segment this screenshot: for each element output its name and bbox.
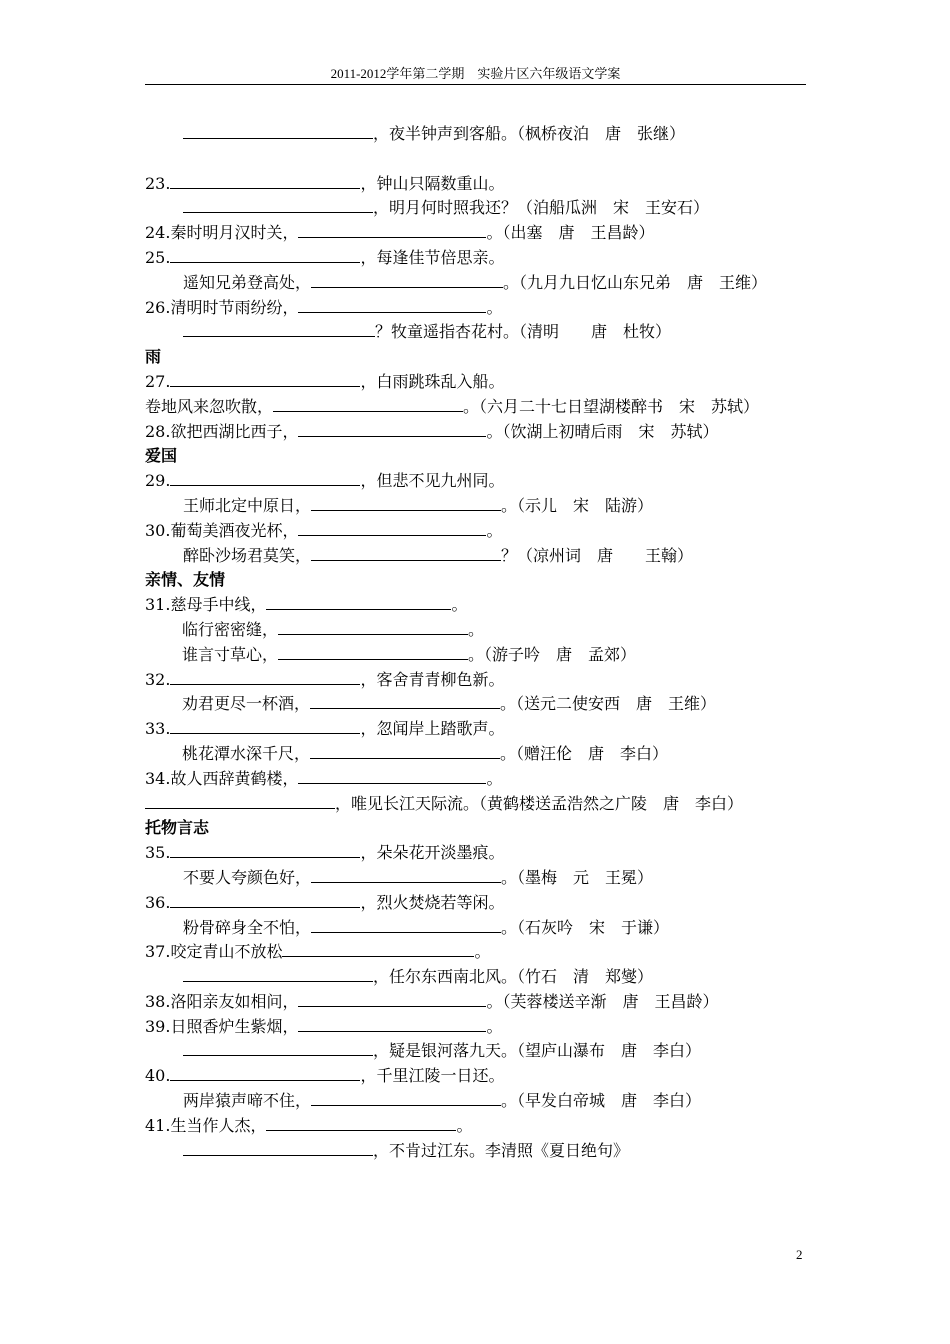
fill-blank[interactable] [298, 1017, 486, 1032]
line-text: 。（九月九日忆山东兄弟 唐 王维） [503, 272, 768, 292]
line-text: 。 [474, 942, 491, 962]
fill-blank[interactable] [170, 372, 360, 387]
line-text: 遥知兄弟登高处， [183, 272, 312, 292]
question-41 [145, 1114, 807, 1139]
line-text: 不要人夸颜色好， [183, 867, 312, 887]
poem-line [145, 643, 807, 668]
line-text: 。 [456, 1115, 473, 1135]
line-text: 26.清明时节雨纷纷， [145, 297, 299, 317]
question-number: 25. [145, 247, 171, 267]
poem-line [145, 692, 807, 717]
line-text: ，疑是银河落九天。（望庐山瀑布 唐 李白） [373, 1041, 702, 1061]
fill-blank[interactable] [170, 843, 360, 858]
line-text: 。 [451, 595, 468, 615]
line-text: ，朵朵花开淡墨痕。 [360, 843, 505, 863]
question-30 [145, 519, 807, 544]
question-35 [145, 841, 807, 866]
poem-line [145, 1139, 807, 1164]
line-text: 24.秦时明月汉时关， [145, 223, 299, 243]
poem-line [145, 271, 807, 296]
question-28 [145, 420, 807, 445]
line-text: 临行密密缝， [182, 619, 279, 639]
line-text: 王师北定中原日， [183, 495, 312, 515]
fill-blank[interactable] [311, 546, 501, 561]
fill-blank[interactable] [183, 1141, 373, 1156]
fill-blank[interactable] [282, 942, 474, 957]
fill-blank[interactable] [298, 521, 486, 536]
line-text: 。 [486, 768, 503, 788]
fill-blank[interactable] [310, 694, 500, 709]
fill-blank[interactable] [298, 769, 486, 784]
line-text: ，忽闻岸上踏歌声。 [360, 719, 505, 739]
fill-blank[interactable] [311, 496, 501, 511]
question-number: 40. [145, 1066, 171, 1086]
fill-blank[interactable] [311, 273, 503, 288]
section-heading-patriotism: 爱国 [145, 446, 178, 466]
fill-blank[interactable] [170, 719, 360, 734]
line-text: ，唯见长江天际流。（黄鹤楼送孟浩然之广陵 唐 李白） [335, 793, 744, 813]
line-text: 。（石灰吟 宋 于谦） [501, 917, 670, 937]
poem-line [145, 395, 807, 420]
line-text: 。 [486, 520, 503, 540]
question-33 [145, 717, 807, 742]
question-38 [145, 990, 807, 1015]
fill-blank[interactable] [310, 744, 500, 759]
line-text: ，不肯过江东。李清照《夏日绝句》 [373, 1140, 630, 1160]
section-heading-family-friendship: 亲情、友情 [145, 570, 226, 590]
question-37 [145, 940, 807, 965]
line-text: 。（出塞 唐 王昌龄） [486, 223, 655, 243]
fill-blank[interactable] [170, 1066, 360, 1081]
line-text: 醉卧沙场君莫笑， [183, 545, 312, 565]
line-text: 。（早发白帝城 唐 李白） [501, 1091, 702, 1111]
line-text: 39.日照香炉生紫烟， [145, 1016, 299, 1036]
document-body [145, 122, 807, 1163]
section-heading-symbolism: 托物言志 [145, 818, 210, 838]
line-text: 劝君更尽一杯酒， [182, 694, 311, 714]
fill-blank[interactable] [311, 918, 501, 933]
line-text: 。（芙蓉楼送辛渐 唐 王昌龄） [486, 991, 719, 1011]
line-text: 。 [486, 1016, 503, 1036]
question-40 [145, 1064, 807, 1089]
fill-blank[interactable] [183, 1041, 373, 1056]
question-23 [145, 172, 807, 197]
line-text: ？（凉州词 唐 王翰） [501, 545, 694, 565]
poem-line [145, 544, 807, 569]
line-text: 。（赠汪伦 唐 李白） [500, 743, 669, 763]
line-text: ，明月何时照我还？（泊船瓜洲 宋 王安石） [373, 198, 710, 218]
line-text: ，千里江陵一日还。 [360, 1066, 505, 1086]
question-number: 35. [145, 843, 171, 863]
question-39 [145, 1015, 807, 1040]
page-header: 2011-2012学年第二学期 实验片区六年级语文学案 [330, 66, 621, 81]
question-29 [145, 469, 807, 494]
poem-line [145, 1039, 807, 1064]
fill-blank[interactable] [170, 893, 360, 908]
fill-blank[interactable] [170, 670, 360, 685]
question-number: 27. [145, 371, 171, 391]
fill-blank[interactable] [183, 124, 373, 139]
fill-blank[interactable] [183, 198, 373, 213]
line-text: 。 [486, 297, 503, 317]
fill-blank[interactable] [278, 645, 468, 660]
line-text: ，烈火焚烧若等闲。 [360, 892, 505, 912]
line-text: 谁言寸草心， [182, 644, 279, 664]
line-text: 。（六月二十七日望湖楼醉书 宋 苏轼） [463, 396, 760, 416]
question-24 [145, 221, 807, 246]
fill-blank[interactable] [266, 1116, 456, 1131]
fill-blank[interactable] [273, 397, 463, 412]
fill-blank[interactable] [278, 620, 468, 635]
line-text: ，客舍青青柳色新。 [360, 669, 505, 689]
question-number: 23. [145, 173, 171, 193]
poem-line [145, 792, 807, 817]
question-34 [145, 767, 807, 792]
line-text: ，任尔东西南北风。（竹石 清 郑燮） [373, 967, 654, 987]
question-27 [145, 370, 807, 395]
fill-blank[interactable] [266, 595, 451, 610]
line-text: ，白雨跳珠乱入船。 [360, 371, 505, 391]
line-text: 30.葡萄美酒夜光杯， [145, 520, 299, 540]
page-number: 2 [796, 1247, 803, 1262]
line-text: 41.生当作人杰， [145, 1115, 267, 1135]
poem-line [145, 122, 807, 147]
poem-line [145, 965, 807, 990]
question-25 [145, 246, 807, 271]
fill-blank[interactable] [170, 471, 360, 486]
question-36 [145, 891, 807, 916]
poem-line [145, 320, 807, 345]
poem-line [145, 196, 807, 221]
line-text: 。（送元二使安西 唐 王维） [500, 694, 717, 714]
question-26 [145, 296, 807, 321]
line-text: ，夜半钟声到客船。（枫桥夜泊 唐 张继） [373, 124, 686, 143]
line-text: ？牧童遥指杏花村。（清明 唐 杜牧） [375, 322, 672, 342]
fill-blank[interactable] [145, 794, 335, 809]
line-text: 。 [468, 619, 485, 639]
poem-line [145, 742, 807, 767]
header-rule [145, 84, 806, 85]
poem-line [145, 618, 807, 643]
poem-line [145, 916, 807, 941]
poem-line [145, 1089, 807, 1114]
fill-blank[interactable] [298, 298, 486, 313]
line-text: 桃花潭水深千尺， [182, 743, 311, 763]
fill-blank[interactable] [170, 248, 360, 263]
line-text: 两岸猿声啼不住， [183, 1091, 312, 1111]
section-heading-rain: 雨 [145, 347, 162, 367]
line-text: ，每逢佳节倍思亲。 [360, 247, 505, 267]
fill-blank[interactable] [311, 1091, 501, 1106]
fill-blank[interactable] [183, 322, 375, 337]
poem-line [145, 866, 807, 891]
poem-line [145, 494, 807, 519]
fill-blank[interactable] [298, 422, 486, 437]
fill-blank[interactable] [311, 868, 501, 883]
line-text: 粉骨碎身全不怕， [183, 917, 312, 937]
fill-blank[interactable] [298, 992, 486, 1007]
line-text: 31.慈母手中线， [145, 595, 267, 615]
question-number: 29. [145, 471, 171, 491]
fill-blank[interactable] [183, 967, 373, 982]
line-text: 37.咬定青山不放松 [145, 942, 283, 962]
line-text: 34.故人西辞黄鹤楼， [145, 768, 299, 788]
question-number: 32. [145, 669, 171, 689]
line-text: 。（示儿 宋 陆游） [501, 495, 654, 515]
line-text: 卷地风来忽吹散， [145, 396, 274, 416]
fill-blank[interactable] [170, 174, 360, 189]
question-number: 36. [145, 892, 171, 912]
line-text: ，但悲不见九州同。 [360, 471, 505, 491]
question-number: 33. [145, 719, 171, 739]
line-text: 。（游子吟 唐 孟郊） [468, 644, 637, 664]
line-text: 。（饮湖上初晴后雨 宋 苏轼） [486, 421, 719, 441]
question-32 [145, 668, 807, 693]
line-text: 。（墨梅 元 王冕） [501, 867, 654, 887]
line-text: 28.欲把西湖比西子， [145, 421, 299, 441]
fill-blank[interactable] [298, 223, 486, 238]
line-text: ，钟山只隔数重山。 [360, 173, 505, 193]
question-31 [145, 593, 807, 618]
line-text: 38.洛阳亲友如相问， [145, 991, 299, 1011]
